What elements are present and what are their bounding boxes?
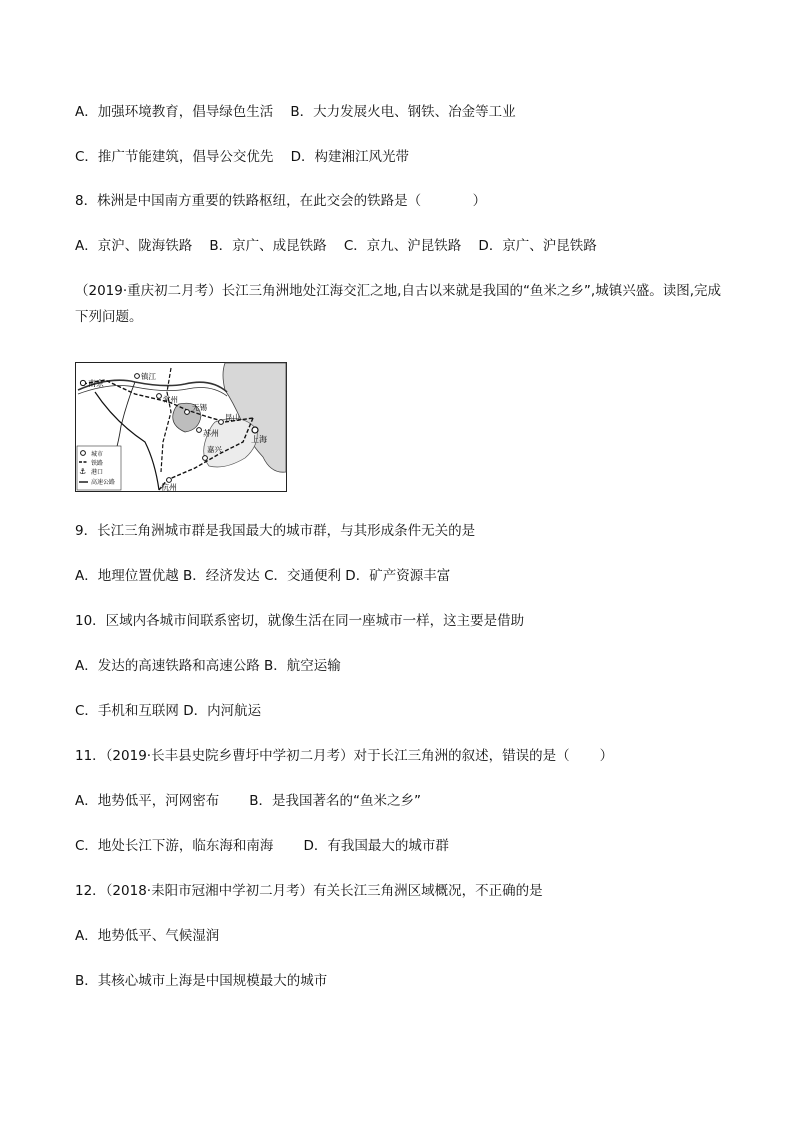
q9-options: A．地理位置优越 B．经济发达 C．交通便利 D．矿产资源丰富 — [75, 568, 451, 584]
q8-options: A．京沪、陇海铁路 B．京广、成昆铁路 C．京九、沪昆铁路 D．京广、沪昆铁路 — [75, 238, 597, 254]
q7-options-ab: A．加强环境教育，倡导绿色生活 B．大力发展火电、钢铁、冶金等工业 — [75, 104, 516, 120]
map-label-hangzhou: 杭州 — [161, 483, 177, 492]
question-10: 10．区域内各城市间联系密切，就像生活在同一座城市一样，这主要是借助 — [75, 613, 525, 629]
map-label-kunshan: 昆山 — [225, 413, 240, 422]
q10-options-cd: C．手机和互联网 D．内河航运 — [75, 703, 262, 719]
q7-options-cd: C．推广节能建筑，倡导公交优先 D．构建湘江风光带 — [75, 149, 409, 165]
map-label-suzhou: 苏州 — [203, 429, 219, 438]
map-label-jiaxing: 嘉兴 — [207, 445, 222, 454]
map-label-changzhou: 常州 — [163, 395, 178, 404]
map-label-nanjing: 南京 — [88, 379, 104, 388]
q10-options-ab: A．发达的高速铁路和高速公路 B．航空运输 — [75, 658, 341, 674]
question-12: 12．（2018·耒阳市冠湘中学初二月考）有关长江三角洲区域概况，不正确的是 — [75, 883, 543, 899]
map-label-shanghai: 上海 — [251, 435, 267, 444]
q11-options-cd: C．地处长江下游，临东海和南海 D．有我国最大的城市群 — [75, 838, 449, 854]
question-11: 11．（2019·长丰县史院乡曹圩中学初二月考）对于长江三角洲的叙述，错误的是（ ） — [75, 748, 614, 764]
q12-option-b: B．其核心城市上海是中国规模最大的城市 — [75, 973, 328, 989]
q12-option-a: A．地势低平、气候湿润 — [75, 928, 220, 944]
map-label-wuxi: 无锡 — [192, 403, 207, 412]
legend-city: 城市 — [91, 451, 104, 458]
legend-railway: 铁路 — [91, 460, 104, 467]
question-9: 9．长江三角洲城市群是我国最大的城市群，与其形成条件无关的是 — [75, 523, 476, 539]
map-label-zhenjiang: 镇江 — [141, 372, 156, 381]
legend-highway: 高速公路 — [91, 479, 116, 486]
svg-text:⚓: ⚓ — [79, 467, 87, 476]
legend-port: 港口 — [91, 469, 104, 476]
q11-options-ab: A．地势低平，河网密布 B．是我国著名的“鱼米之乡” — [75, 793, 422, 809]
passage-intro: （2019·重庆初二月考）长江三角洲地处江海交汇之地,自古以来就是我国的“鱼米之乡”,城镇兴盛。读图,完成下列问题。 — [75, 283, 722, 325]
question-8: 8．株洲是中国南方重要的铁路枢纽，在此交会的铁路是（ ） — [75, 193, 487, 209]
yangtze-delta-map — [75, 362, 287, 492]
